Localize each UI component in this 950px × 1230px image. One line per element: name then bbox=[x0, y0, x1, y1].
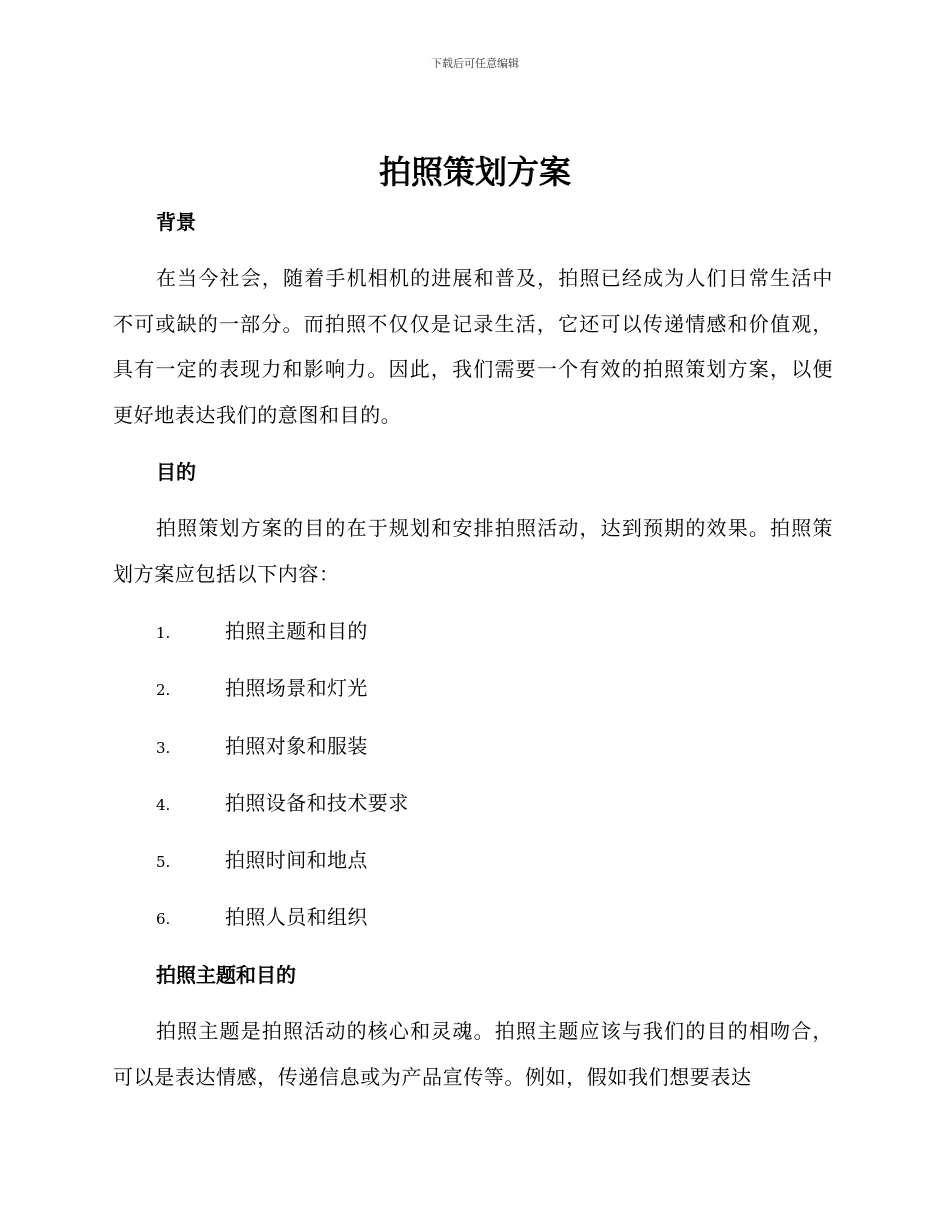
list-item-label: 拍照对象和服装 bbox=[225, 733, 368, 758]
section-purpose-body bbox=[113, 506, 833, 597]
section-theme bbox=[113, 961, 833, 989]
section-purpose bbox=[113, 458, 833, 486]
list-item bbox=[113, 901, 833, 958]
section-background bbox=[113, 208, 833, 236]
list-item-label: 拍照时间和地点 bbox=[225, 848, 368, 873]
section-heading-theme: 拍照主题和目的 bbox=[156, 963, 296, 987]
list-item-number: 4. bbox=[156, 795, 171, 814]
list-item-number: 2. bbox=[156, 681, 171, 700]
list-item bbox=[113, 615, 833, 672]
list-item-label: 拍照场景和灯光 bbox=[225, 676, 368, 701]
paragraph-theme: 拍照主题是拍照活动的核心和灵魂。拍照主题应该与我们的目的相吻合，可以是表达情感，传递信息或为产品宣传等。例如，假如我们想要表达 bbox=[113, 1019, 833, 1089]
list-item bbox=[113, 844, 833, 901]
list-item-label: 拍照设备和技术要求 bbox=[225, 790, 409, 815]
paragraph-background: 在当今社会，随着手机相机的进展和普及，拍照已经成为人们日常生活中不可或缺的一部分。而拍照不仅仅是记录生活，它还可以传递情感和价值观，具有一定的表现力和影响力。因此，我们需要一个有效的拍照策划方案，以便更好地表达我们的意图和目的。 bbox=[113, 266, 833, 427]
section-heading-background: 背景 bbox=[156, 210, 196, 234]
paragraph-purpose: 拍照策划方案的目的在于规划和安排拍照活动，达到预期的效果。拍照策划方案应包括以下内容： bbox=[113, 516, 833, 586]
document-title: 拍照策划方案 bbox=[378, 153, 571, 191]
list-item-number: 6. bbox=[156, 910, 171, 929]
plan-content-list bbox=[113, 615, 833, 959]
list-item-label: 拍照主题和目的 bbox=[225, 619, 368, 643]
section-heading-purpose: 目的 bbox=[156, 460, 196, 484]
section-theme-body bbox=[113, 1009, 833, 1100]
list-item bbox=[113, 672, 833, 729]
list-item-label: 拍照人员和组织 bbox=[225, 905, 368, 930]
section-background-body bbox=[113, 256, 833, 438]
list-item-number: 1. bbox=[156, 624, 171, 642]
list-item-number: 3. bbox=[156, 738, 171, 757]
list-item bbox=[113, 787, 833, 844]
list-item-number: 5. bbox=[156, 853, 171, 872]
list-item bbox=[113, 730, 833, 787]
header-note: 下载后可任意编辑 bbox=[431, 57, 519, 70]
